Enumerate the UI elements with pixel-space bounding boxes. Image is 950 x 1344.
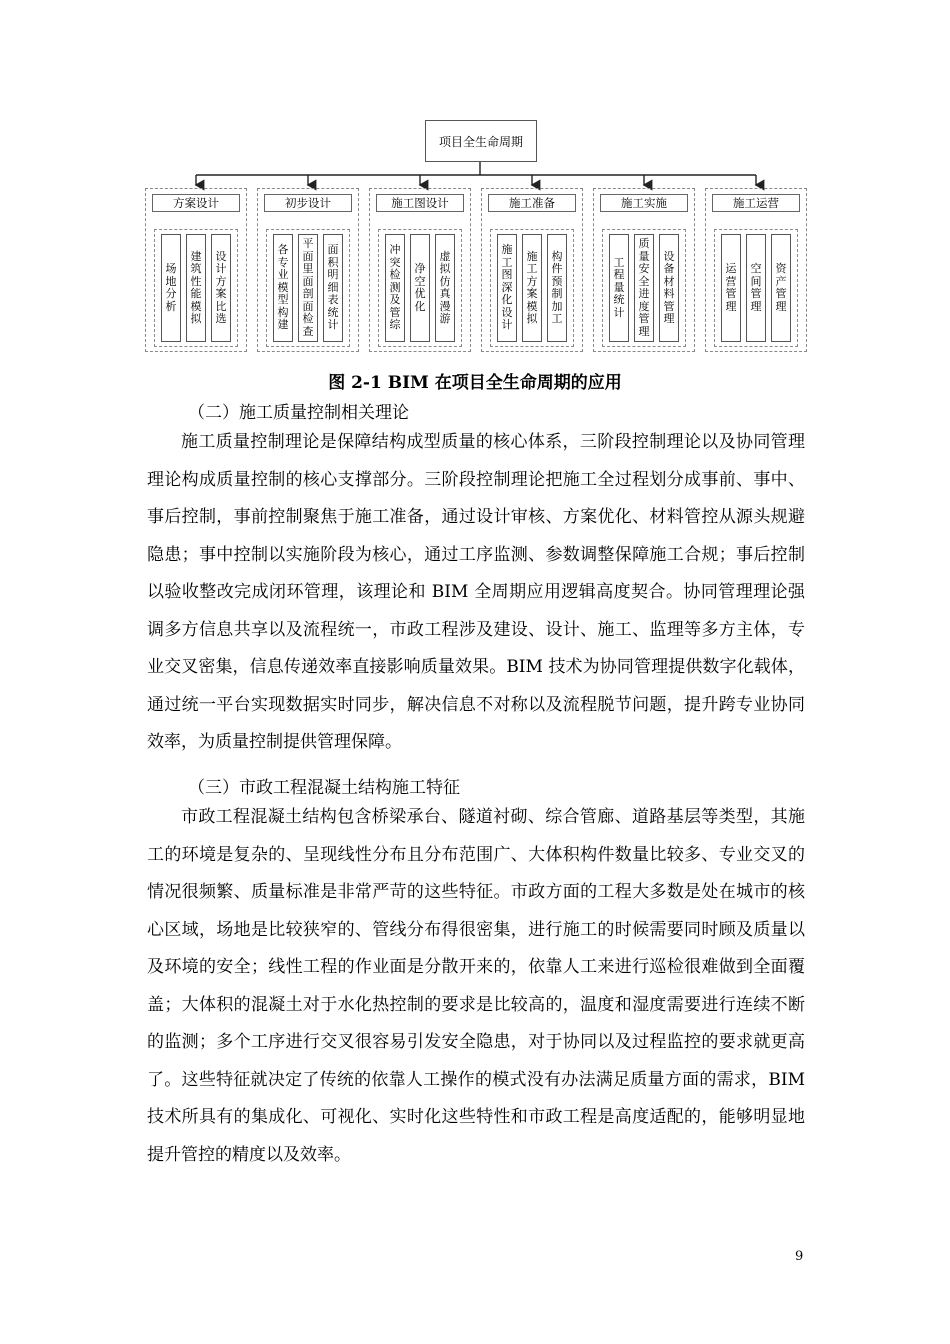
task-node: 建筑性能模拟 xyxy=(186,234,206,342)
stage-task-group xyxy=(378,229,462,347)
task-node: 构件预制加工 xyxy=(547,234,567,342)
task-node: 冲突检测及管综 xyxy=(385,234,405,342)
page-number: 9 xyxy=(795,1249,804,1264)
section-heading-3: （三）市政工程混凝土结构施工特征 xyxy=(188,778,460,798)
stage-task-group xyxy=(714,229,798,347)
stage-title: 初步设计 xyxy=(264,194,352,212)
stage-preliminary-design xyxy=(257,188,359,352)
stage-title: 方案设计 xyxy=(152,194,240,212)
task-node: 各专业模型构建 xyxy=(273,234,293,342)
stage-task-group xyxy=(490,229,574,347)
stage-scheme-design xyxy=(145,188,247,352)
stage-title: 施工运营 xyxy=(712,194,800,212)
stage-construction-operation xyxy=(705,188,807,352)
task-node: 施工图深化设计 xyxy=(497,234,517,342)
stage-construction-drawing-design xyxy=(369,188,471,352)
task-node: 平面里面剖面检查 xyxy=(298,234,318,342)
bim-lifecycle-diagram xyxy=(140,112,810,360)
task-node: 净空优化 xyxy=(410,234,430,342)
stage-construction-implementation xyxy=(593,188,695,352)
stage-task-group xyxy=(266,229,350,347)
stage-title: 施工实施 xyxy=(600,194,688,212)
figure-caption: 图 2-1 BIM 在项目全生命周期的应用 xyxy=(328,373,622,393)
section-3-paragraph: 市政工程混凝土结构包含桥梁承台、隧道衬砌、综合管廊、道路基层等类型，其施工的环境是复杂的、呈现线性分布且分布范围广、大体积构件数量比较多、专业交叉的情况很频繁、质量标准是非常严苛的这些特征。市政方面的工程大多数是处在城市的核心区域，场地是比较狭窄的、管线分布得很密集，进行施工的时候需要同时顾及质量以及环境的安全；线性工程的作业面是分散开来的，依靠人工来进行巡检很难做到全面覆盖；大体积的混凝土对于水化热控制的要求是比较高的，温度和湿度需要进行连续不断的监测；多个工序进行交叉很容易引发安全隐患，对于协同以及过程监控的要求就更高了。这些特征就决定了传统的依靠人工操作的模式没有办法满足质量方面的需求，BIM 技术所具有的集成化、可视化、实时化这些特性和市政工程是高度适配的，能够明显地提升管控的精度以及效率。 xyxy=(147,807,805,1165)
task-node: 设备材料管理 xyxy=(659,234,679,342)
task-node: 质量安全进度管理 xyxy=(634,234,654,342)
section-2-paragraph: 施工质量控制理论是保障结构成型质量的核心体系，三阶段控制理论以及协同管理理论构成质量控制的核心支撑部分。三阶段控制理论把施工全过程划分成事前、事中、事后控制，事前控制聚焦于施工准备，通过设计审核、方案优化、材料管控从源头规避隐患；事中控制以实施阶段为核心，通过工序监测、参数调整保障施工合规；事后控制以验收整改完成闭环管理，该理论和 BIM 全周期应用逻辑高度契合。协同管理理论强调多方信息共享以及流程统一，市政工程涉及建设、设计、施工、监理等多方主体，专业交叉密集，信息传递效率直接影响质量效果。BIM 技术为协同管理提供数字化载体，通过统一平台实现数据实时同步，解决信息不对称以及流程脱节问题，提升跨专业协同效率，为质量控制提供管理保障。 xyxy=(147,432,805,752)
task-node: 虚拟仿真漫游 xyxy=(435,234,455,342)
task-node: 施工方案模拟 xyxy=(522,234,542,342)
diagram-root-node: 项目全生命周期 xyxy=(425,120,537,162)
stage-title: 施工图设计 xyxy=(376,194,464,212)
task-node: 运营管理 xyxy=(721,234,741,342)
task-node: 设计方案比选 xyxy=(211,234,231,342)
stage-construction-preparation xyxy=(481,188,583,352)
stage-task-group xyxy=(154,229,238,347)
task-node: 空间管理 xyxy=(746,234,766,342)
task-node: 资产管理 xyxy=(771,234,791,342)
section-heading-2: （二）施工质量控制相关理论 xyxy=(188,403,409,423)
task-node: 工程量统计 xyxy=(609,234,629,342)
stage-title: 施工准备 xyxy=(488,194,576,212)
task-node: 面积明细表统计 xyxy=(323,234,343,342)
task-node: 场地分析 xyxy=(161,234,181,342)
stage-task-group xyxy=(602,229,686,347)
